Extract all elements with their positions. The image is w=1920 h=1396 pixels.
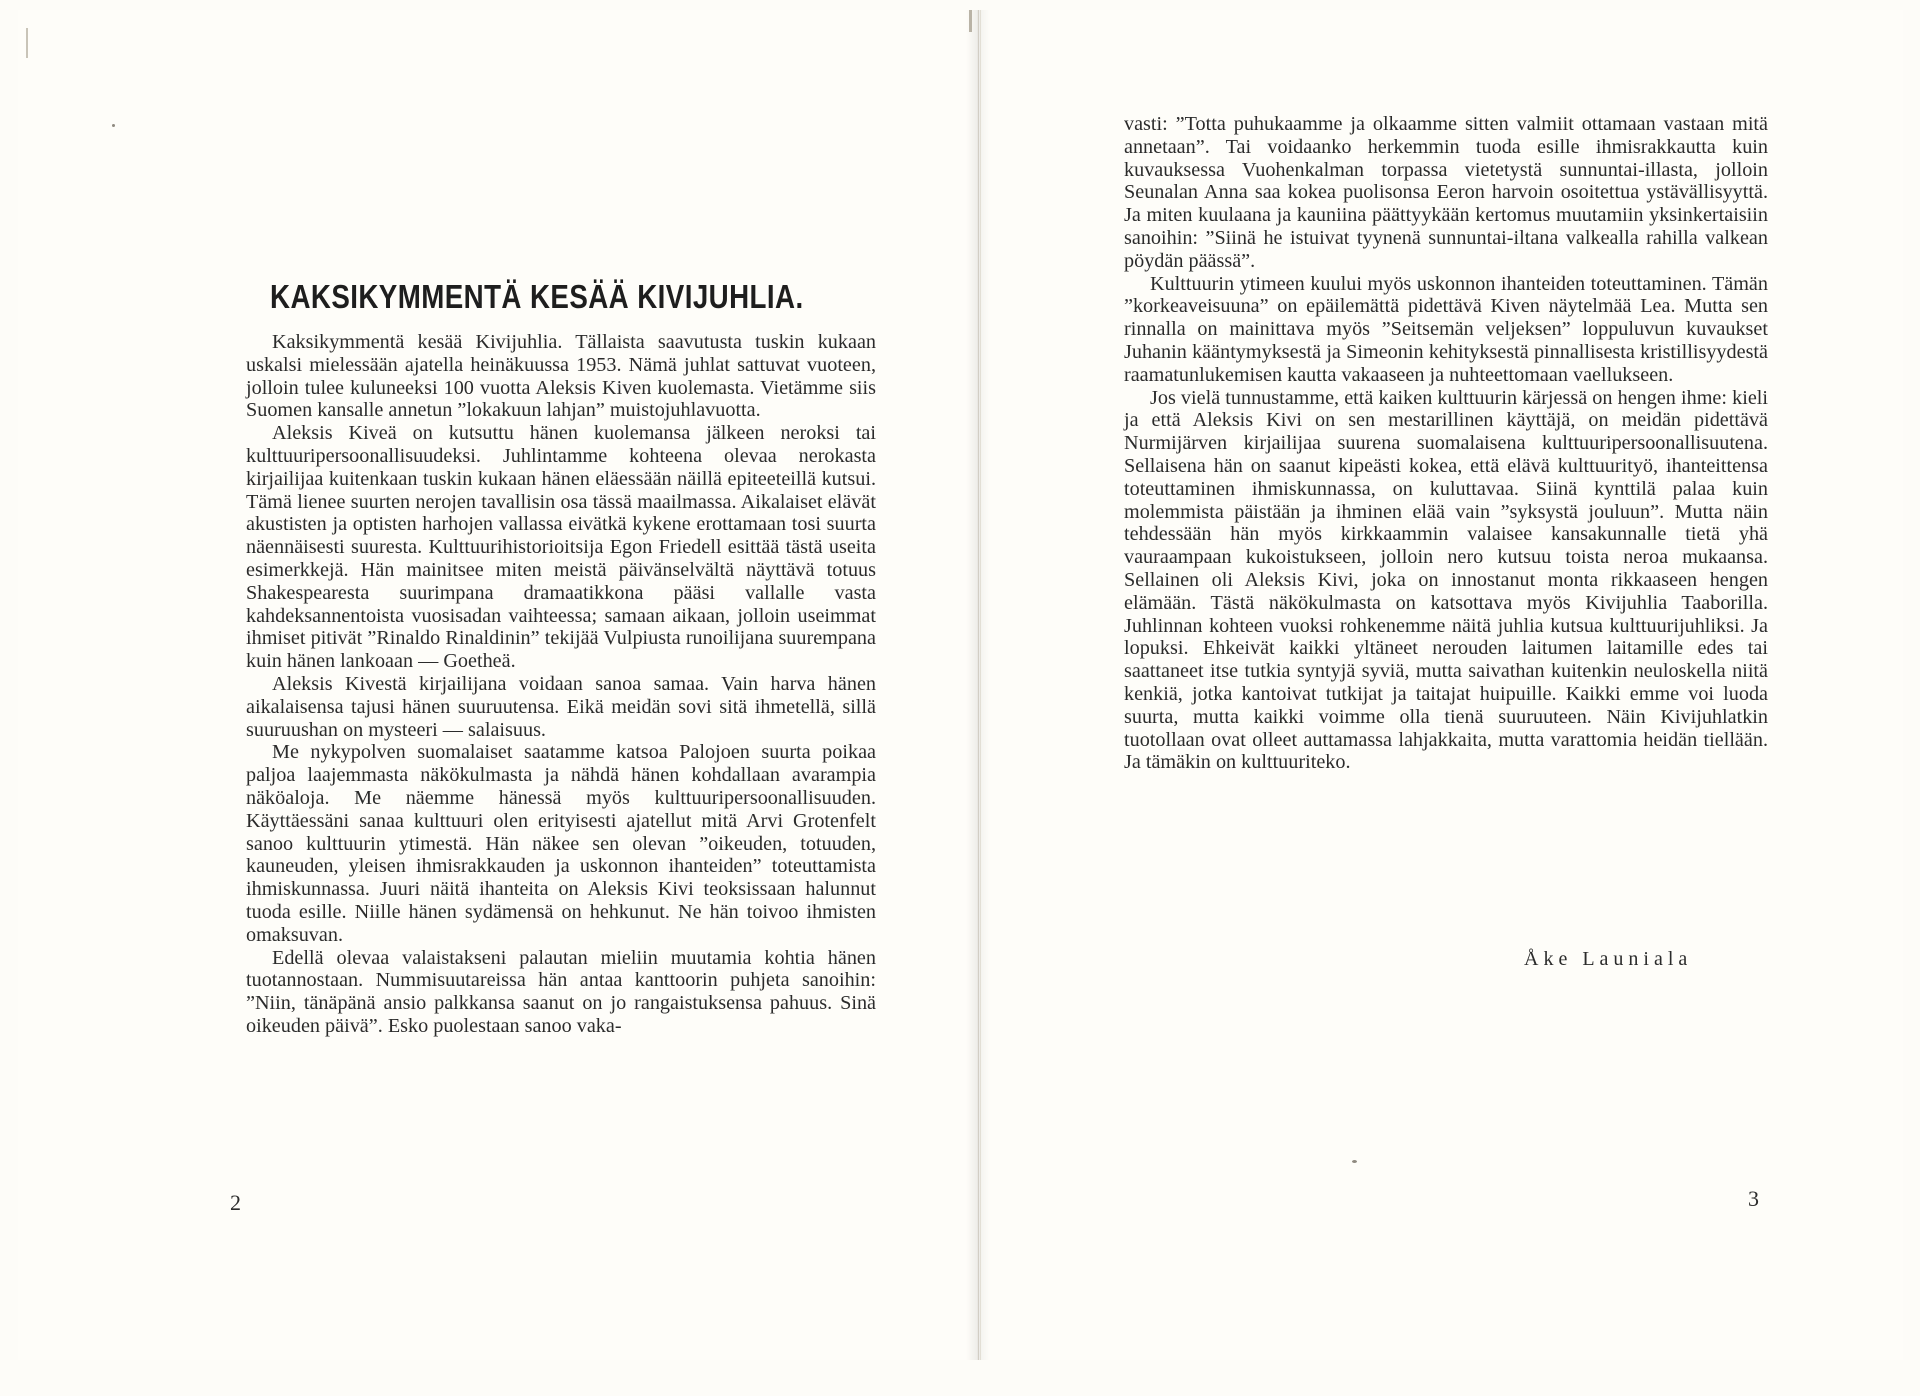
author-signature: Åke Launiala — [1524, 948, 1693, 970]
article-heading: KAKSIKYMMENTÄ KESÄÄ KIVIJUHLIA. — [270, 278, 804, 315]
continued-paragraph: vasti: ”Totta puhukaamme ja olkaamme sitten valmiit ottamaan vastaan mitä annetaan”. Tai voidaanko herkemmin tuoda esille ihmisrakkautta kuin kuvauksessa Vuohenkalman torpassa vietetystä sunnuntai-illasta, jolloin Seunalan Anna saa kokea puolisonsa Eeron harvoin osoitettua ystävällisyyttä. Ja miten kuulaana ja kauniina päättyykään kertomus muutamiin yksinkertaisiin sanoihin: ”Siinä he istuivat tyynenä sunnuntai-iltana valkealla rahilla valkean pöydän päässä”. — [1124, 113, 1768, 272]
paragraph: Aleksis Kivestä kirjailijana voidaan sanoa samaa. Vain harva hänen aikalaisensa tajusi hänen suuruutensa. Eikä meidän sovi sitä ihmetellä, sillä suuruushan on mysteeri — salaisuus. — [246, 672, 876, 741]
paragraph: Aleksis Kiveä on kutsuttu hänen kuolemansa jälkeen neroksi tai kulttuuripersoonallisuudeksi. Juhlintamme kohteena olevaa nerokasta kirjailijaa kuitenkaan tuskin kukaan hänen eläessään näillä epiteeteillä kutsui. Tämä lienee suurten nerojen tavallisin osa tässä maailmassa. Aikalaiset elävät akustisten ja optisten harhojen vallassa eivätkä kykene erottamaan tosi suurta näennäisesti suuresta. Kulttuurihistorioitsija Egon Friedell esittää tästä useita esimerkkejä. Hän mainitsee miten meistä päivänselvältä näyttävä totuus Shakespearesta suurimpana dramaatikkona pääsi vallalle vasta kahdeksannentoista vuosisadan vaihteessa; samaan aikaan, jolloin useimmat ihmiset pitivät ”Rinaldo Rinaldinin” tekijää Vulpiusta runoilijana suurempana kuin hänen lankoaan — Goetheä. — [246, 422, 876, 673]
paragraph: Me nykypolven suomalaiset saatamme katsoa Palojoen suurta poikaa paljoa laajemmasta näkökulmasta ja nähdä hänen kohdallaan avarampia näköaloja. Me näemme hänessä myös kulttuuripersoonallisuuden. Käyttäessäni sanaa kulttuuri olen erityisesti ajatellut mitä Arvi Grotenfelt sanoo kulttuurin ytimestä. Hän näkee sen olevan ”oikeuden, totuuden, kauneuden, yleisen ihmisrakkauden ja uskonnon ihanteiden” toteuttamista ihmiskunnassa. Juuri näitä ihanteita on Aleksis Kivi teoksissaan halunnut tuoda esille. Niille hänen sydämensä on hehkunut. Ne hän toivoo ihmisten omaksuvan. — [246, 741, 876, 946]
dust-speck — [1352, 1160, 1357, 1163]
paragraph: Edellä olevaa valaistakseni palautan mieliin muutamia kohtia hänen tuotannostaan. Nummisuutareissa hän antaa kanttoorin puhjeta sanoihin: ”Niin, tänäpänä ansio palkkansa saanut on jo rangaistuksensa pahuus. Sinä oikeuden päivä”. Esko puolestaan sanoo vaka- — [246, 946, 876, 1037]
margin-mark — [26, 28, 28, 58]
right-text-column — [1124, 113, 1768, 774]
page-fold — [966, 10, 990, 1360]
page-number: 3 — [1748, 1186, 1759, 1211]
paragraph: Kaksikymmentä kesää Kivijuhlia. Tällaista saavutusta tuskin kukaan uskalsi mielessään ajatella heinäkuussa 1953. Nämä juhlat sattuvat vuoteen, jolloin tulee kuluneeksi 100 vuotta Aleksis Kiven kuolemasta. Vietämme siis Suomen kansalle annetun ”lokakuun lahjan” muistojuhlavuotta. — [246, 331, 876, 422]
page-number: 2 — [230, 1190, 241, 1215]
left-text-column — [246, 331, 876, 1038]
paragraph: Kulttuurin ytimeen kuului myös uskonnon ihanteiden toteuttaminen. Tämän ”korkeaveisuuna” on epäilemättä pidettävä Kiven näytelmää Lea. Mutta sen rinnalla on mainittava myös ”Seitsemän veljeksen” loppuluvun kuvaukset Juhanin kääntymyksestä ja Simeonin kehityksestä pinnallisesta kristillisyydestä raamatunlukemisen kautta vakaaseen ja nuhteettomaan vaellukseen. — [1124, 272, 1768, 386]
fold-mark — [969, 10, 972, 32]
dust-speck — [112, 124, 115, 127]
paragraph: Jos vielä tunnustamme, että kaiken kulttuurin kärjessä on hengen ihme: kieli ja että Aleksis Kivi on sen mestarillinen käyttäjä, on meidän pidettävä Nurmijärven kirjailijaa suurena suomalaisena kulttuuripersoonallisuutena. Sellaisena hän on saanut kipeästi kokea, että elävä kulttuurityö, ihanteittensa toteuttaminen ihmiskunnassa, on kuluttavaa. Siinä kynttilä palaa kuin molemmista päistään ja ihminen elää vain ”syksystä jouluun”. Mutta näin tehdessään hän myös kirkkaammin valaisee kansakunnalle tietä yhä vauraampaan kukoistukseen, jolloin nero kutsuu toista neroa mukaansa. Sellainen oli Aleksis Kivi, joka on innostanut monta rikkaaseen hengen elämään. Tästä näkökulmasta on katsottava myös Kivijuhlia Taaborilla. Juhlinnan kohteen vuoksi rohkenemme näitä juhlia kutsua kulttuurijuhliksi. Ja lopuksi. Ehkeivät kaikki yltäneet nerouden laitumen laitamille edes tai saattaneet itse tutkia syntyjä syviä, mutta saivathan kuitenkin neuloskella niitä kenkiä, jotka kantoivat tutkijat ja taitajat huipuille. Kaikki emme voi luoda suurta, mutta kaikki voimme olla tienä suuruuteen. Näin Kivijuhlatkin tuotollaan ovat olleet auttamassa lahjakkaita, mutta varattomia heidän tiellään. Ja tämäkin on kulttuuriteko. — [1124, 386, 1768, 774]
